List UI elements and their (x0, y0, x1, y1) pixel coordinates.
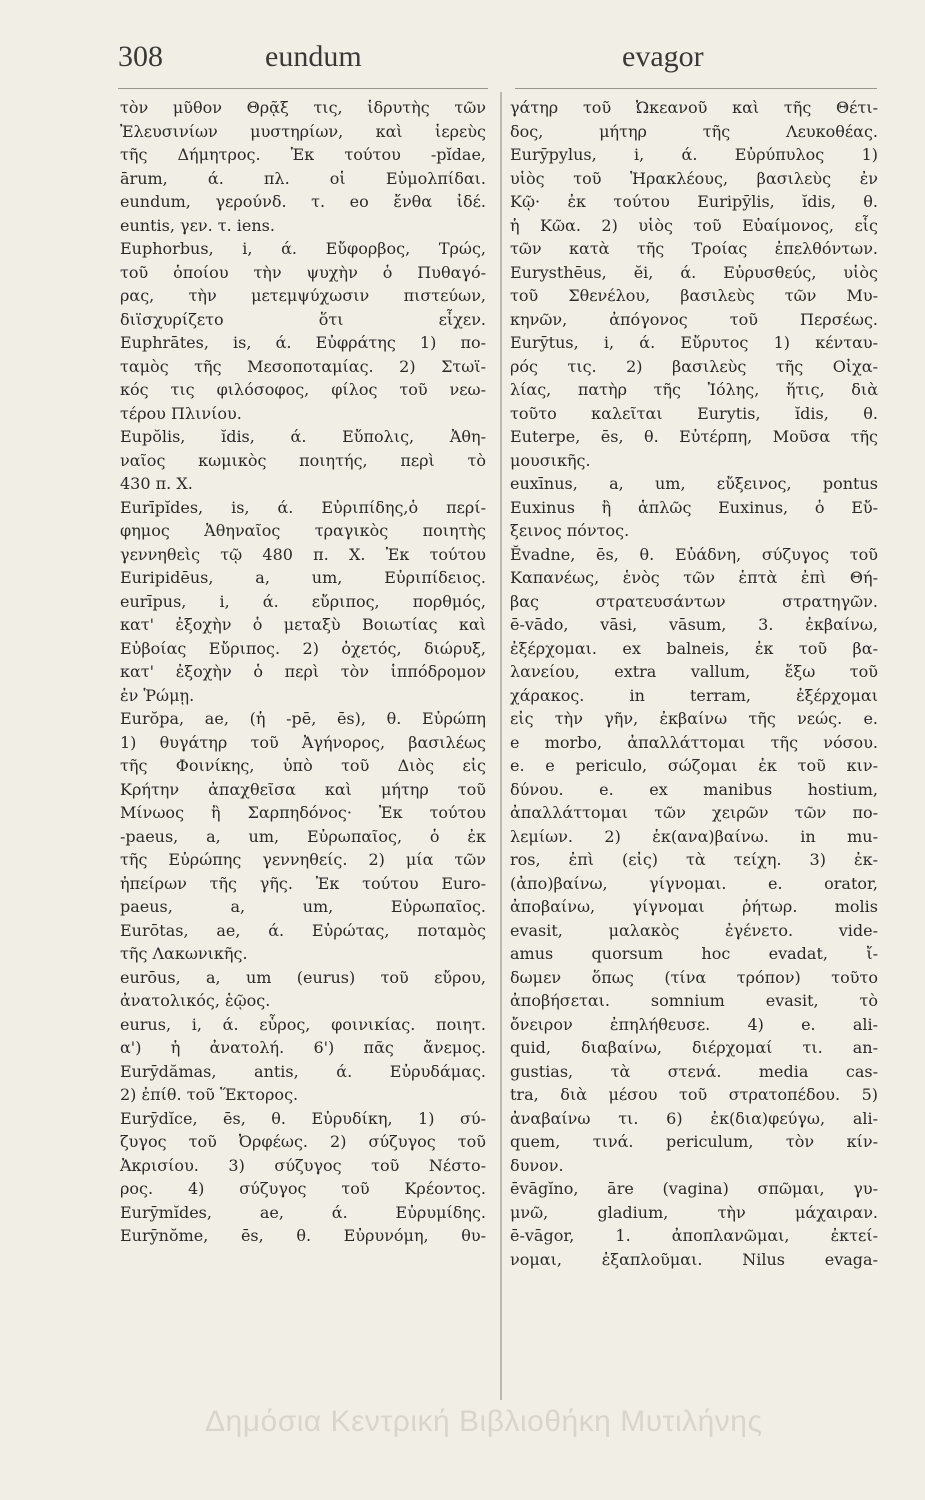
text-line: 430 π. Χ. (120, 474, 193, 493)
text-line: ἀπαλλάττομαι τῶν χειρῶν τῶν πο- (510, 803, 878, 822)
text-line: ξεινος πόντος. (510, 521, 630, 540)
text-line: τῆς Φοινίκης, ὑπὸ τοῦ Διὸς εἰς (120, 756, 486, 775)
text-line: ρός τις. 2) βασιλεὺς τῆς Οἰχα- (510, 356, 878, 376)
text-line: Eurȳmĭdes, ae, ά. Εὐρυμίδης. (120, 1202, 486, 1222)
text-line: Euterpe, ēs, θ. Εὐτέρπη, Μοῦσα τῆς (510, 427, 878, 446)
text-line: quid, διαβαίνω, διέρχομαί τι. an- (510, 1038, 878, 1057)
text-line: Eurȳpylus, i, ά. Εὐρύπυλος 1) (510, 145, 878, 164)
text-line: Μίνωος ἢ Σαρπηδόνος· Ἐκ τούτου (120, 803, 486, 822)
text-line: Eurŏpa, ae, (ἡ -pē, ēs), θ. Εὐρώπη (120, 709, 486, 728)
text-line: ἐξέρχομαι. ex balneis, ἐκ τοῦ βα- (510, 638, 878, 658)
text-line: eurīpus, i, ά. εὔριπος, πορθμός, (120, 591, 486, 611)
text-line: evasit, μαλακὸς ἐγένετο. vide- (510, 920, 878, 940)
text-line: τοῦτο καλεῖται Eurytis, ĭdis, θ. (510, 403, 878, 423)
text-line: Euxinus ἢ ἁπλῶς Euxinus, ὁ Εὔ- (510, 497, 878, 517)
text-line: φημος Ἀθηναῖος τραγικὸς ποιητὴς (120, 521, 486, 540)
text-line: ē-vādo, vāsi, vāsum, 3. ἐκβαίνω, (510, 615, 878, 634)
text-line: euntis, γεν. τ. iens. (120, 215, 275, 235)
text-line: ἀνατολικός, ἑῷος. (120, 991, 271, 1010)
column-divider (500, 92, 502, 1400)
text-line: ταμὸς τῆς Μεσοποταμίας. 2) Στωϊ- (120, 356, 486, 376)
text-line: -paeus, a, um, Εὐρωπαῖος, ὁ ἐκ (120, 826, 486, 846)
text-line: δωμεν ὅπως (τίνα τρόπον) τοῦτο (510, 967, 878, 987)
text-line: ρος. 4) σύζυγος τοῦ Κρέοντος. (120, 1179, 486, 1198)
text-line: Κῷ· ἐκ τούτου Euripȳlis, ĭdis, θ. (510, 192, 878, 211)
text-line: Eurȳnŏme, ēs, θ. Εὐρυνόμη, θυ- (120, 1226, 486, 1245)
text-line: δύνου. e. ex manibus hostium, (510, 779, 878, 799)
left-guide-word: eundum (265, 40, 362, 73)
text-line: e. e periculo, σώζομαι ἐκ τοῦ κιν- (510, 756, 878, 775)
text-line: μουσικῆς. (510, 450, 591, 470)
text-line: τῆς Δήμητρος. Ἐκ τούτου -pĭdae, (120, 145, 486, 164)
text-line: (ἀπο)βαίνω, γίγνομαι. e. orator, (510, 873, 878, 893)
text-line: βας στρατευσάντων στρατηγῶν. (510, 591, 878, 611)
text-line: Euphrātes, is, ά. Εὐφράτης 1) πο- (120, 333, 486, 352)
text-line: ναῖος κωμικὸς ποιητής, περὶ τὸ (120, 450, 486, 470)
text-line: τῆς Λακωνικῆς. (120, 944, 248, 963)
left-column (120, 96, 486, 1248)
text-line: Eurōtas, ae, ά. Εὐρώτας, ποταμὸς (120, 920, 486, 940)
text-line: κατ' ἐξοχὴν ὁ μεταξὺ Βοιωτίας καὶ (120, 615, 486, 634)
text-line: ἀναβαίνω τι. 6) ἐκ(δια)φεύγω, ali- (510, 1108, 878, 1128)
text-line: ἀποβαίνω, γίγνομαι ῥήτωρ. molis (510, 897, 878, 916)
text-line: e morbo, ἀπαλλάττομαι τῆς νόσου. (510, 732, 878, 752)
text-line: κατ' ἐξοχὴν ὁ περὶ τὸν ἱππόδρομον (120, 662, 486, 681)
text-line: νομαι, ἐξαπλοῦμαι. Nilus evaga- (510, 1249, 878, 1269)
library-watermark: Δημόσια Κεντρική Βιβλιοθήκη Μυτιλήνης (205, 1405, 763, 1438)
text-line: ros, ἐπὶ (εἰς) τὰ τείχη. 3) ἐκ- (510, 850, 878, 869)
text-line: τοῦ Σθενέλου, βασιλεὺς τῶν Μυ- (510, 286, 878, 305)
text-line: Εὐβοίας Εὔριπος. 2) ὀχετός, διώρυξ, (120, 638, 486, 658)
text-line: eurōus, a, um (eurus) τοῦ εὔρου, (120, 967, 486, 987)
text-line: Eupŏlis, ĭdis, ά. Εὔπολις, Ἀθη- (120, 427, 486, 446)
text-line: τῶν κατὰ τῆς Τροίας ἐπελθόντων. (510, 239, 878, 258)
text-line: paeus, a, um, Εὐρωπαῖος. (120, 897, 486, 916)
text-line: Eurȳdĭce, ēs, θ. Εὐρυδίκη, 1) σύ- (120, 1108, 486, 1128)
text-line: Euphorbus, i, ά. Εὔφορβος, Τρώς, (120, 239, 486, 258)
header-rule-right (515, 88, 877, 89)
text-line: ārum, ά. πλ. οἱ Εὐμολπίδαι. (120, 168, 486, 188)
text-line: ē-vāgor, 1. ἀποπλανῶμαι, ἐκτεί- (510, 1226, 878, 1245)
text-line: eurus, i, ά. εὖρος, φοινικίας. ποιητ. (120, 1014, 486, 1034)
text-line: ēvāgĭno, āre (vagina) σπῶμαι, γυ- (510, 1179, 878, 1198)
text-line: τῆς Εὐρώπης γεννηθείς. 2) μία τῶν (120, 850, 486, 869)
text-line: λίας, πατὴρ τῆς Ἰόλης, ἥτις, διὰ (510, 380, 878, 399)
text-line: eundum, γερούνδ. τ. eo ἔνθα ἰδέ. (120, 192, 486, 211)
text-line: Eurysthēus, ĕi, ά. Εὐρυσθεύς, υἱὸς (510, 262, 878, 282)
text-line: Eurȳdămas, antis, ά. Εὐρυδάμας. (120, 1061, 486, 1081)
header-rule-left (118, 88, 488, 89)
text-line: Ἀκρισίου. 3) σύζυγος τοῦ Νέστο- (120, 1155, 486, 1175)
text-line: gustias, τὰ στενά. media cas- (510, 1061, 878, 1081)
text-line: λεμίων. 2) ἐκ(ανα)βαίνω. in mu- (510, 826, 878, 846)
text-line: τὸν μῦθον Θρᾷξ τις, ἱδρυτὴς τῶν (120, 98, 486, 117)
text-line: γεννηθεὶς τῷ 480 π. Χ. Ἐκ τούτου (120, 544, 486, 564)
text-line: Eurīpĭdes, is, ά. Εὐριπίδης,ὁ περί- (120, 497, 486, 517)
text-line: Eurȳtus, i, ά. Εὔρυτος 1) κένταυ- (510, 333, 878, 352)
text-line: μνῶ, gladium, τὴν μάχαιραν. (510, 1202, 878, 1222)
text-line: κός τις φιλόσοφος, φίλος τοῦ νεω- (120, 380, 486, 399)
text-line: α') ἡ ἀνατολή. 6') πᾶς ἄνεμος. (120, 1038, 486, 1057)
text-line: ἀποβήσεται. somnium evasit, τὸ (510, 991, 878, 1010)
text-line: διϊσχυρίζετο ὅτι εἶχεν. (120, 309, 486, 329)
text-line: τέρου Πλινίου. (120, 403, 242, 423)
text-line: Ĕvadne, ēs, θ. Εὐάδνη, σύζυγος τοῦ (510, 544, 878, 564)
text-line: ζυγος τοῦ Ὀρφέως. 2) σύζυγος τοῦ (120, 1132, 486, 1151)
text-line: ἠπείρων τῆς γῆς. Ἐκ τούτου Euro- (120, 873, 486, 893)
text-line: 1) θυγάτηρ τοῦ Ἀγήνορος, βασιλέως (120, 732, 486, 752)
text-line: λανείου, extra vallum, ἔξω τοῦ (510, 662, 878, 681)
page-number: 308 (118, 40, 163, 73)
text-line: quem, τινά. periculum, τὸν κίν- (510, 1132, 878, 1151)
text-line: tra, διὰ μέσου τοῦ στρατοπέδου. 5) (510, 1085, 878, 1104)
text-line: amus quorsum hoc evadat, ἴ- (510, 944, 878, 963)
text-line: euxīnus, a, um, εὔξεινος, pontus (510, 474, 878, 493)
text-line: ρας, τὴν μετεμψύχωσιν πιστεύων, (120, 286, 486, 305)
text-line: υἱὸς τοῦ Ἡρακλέους, βασιλεὺς ἐν (510, 168, 878, 188)
text-line: τοῦ ὁποίου τὴν ψυχὴν ὁ Πυθαγό- (120, 262, 486, 282)
text-line: Κρήτην ἀπαχθεῖσα καὶ μήτηρ τοῦ (120, 779, 486, 799)
text-line: 2) ἐπίθ. τοῦ Ἕκτορος. (120, 1085, 299, 1104)
text-line: ὄνειρον ἐπηλήθευσε. 4) e. ali- (510, 1014, 878, 1034)
text-line: Καπανέως, ἑνὸς τῶν ἑπτὰ ἐπὶ Θή- (510, 568, 878, 587)
right-guide-word: evagor (622, 40, 704, 73)
text-line: ἐν Ῥώμῃ. (120, 685, 195, 705)
text-line: δος, μήτηρ τῆς Λευκοθέας. (510, 121, 878, 141)
text-line: Ἐλευσινίων μυστηρίων, καὶ ἱερεὺς (120, 121, 486, 141)
text-line: Euripidēus, a, um, Εὐριπίδειος. (120, 568, 486, 587)
text-line: δυνον. (510, 1155, 564, 1175)
right-column (510, 96, 878, 1271)
text-line: ἡ Κῶα. 2) υἱὸς τοῦ Εὐαίμονος, εἷς (510, 215, 878, 235)
text-line: κηνῶν, ἀπόγονος τοῦ Περσέως. (510, 309, 878, 329)
text-line: γάτηρ τοῦ Ὠκεανοῦ καὶ τῆς Θέτι- (510, 98, 878, 117)
text-line: εἰς τὴν γῆν, ἐκβαίνω τῆς νεώς. e. (510, 709, 878, 728)
text-line: χάρακος. in terram, ἐξέρχομαι (510, 685, 878, 705)
